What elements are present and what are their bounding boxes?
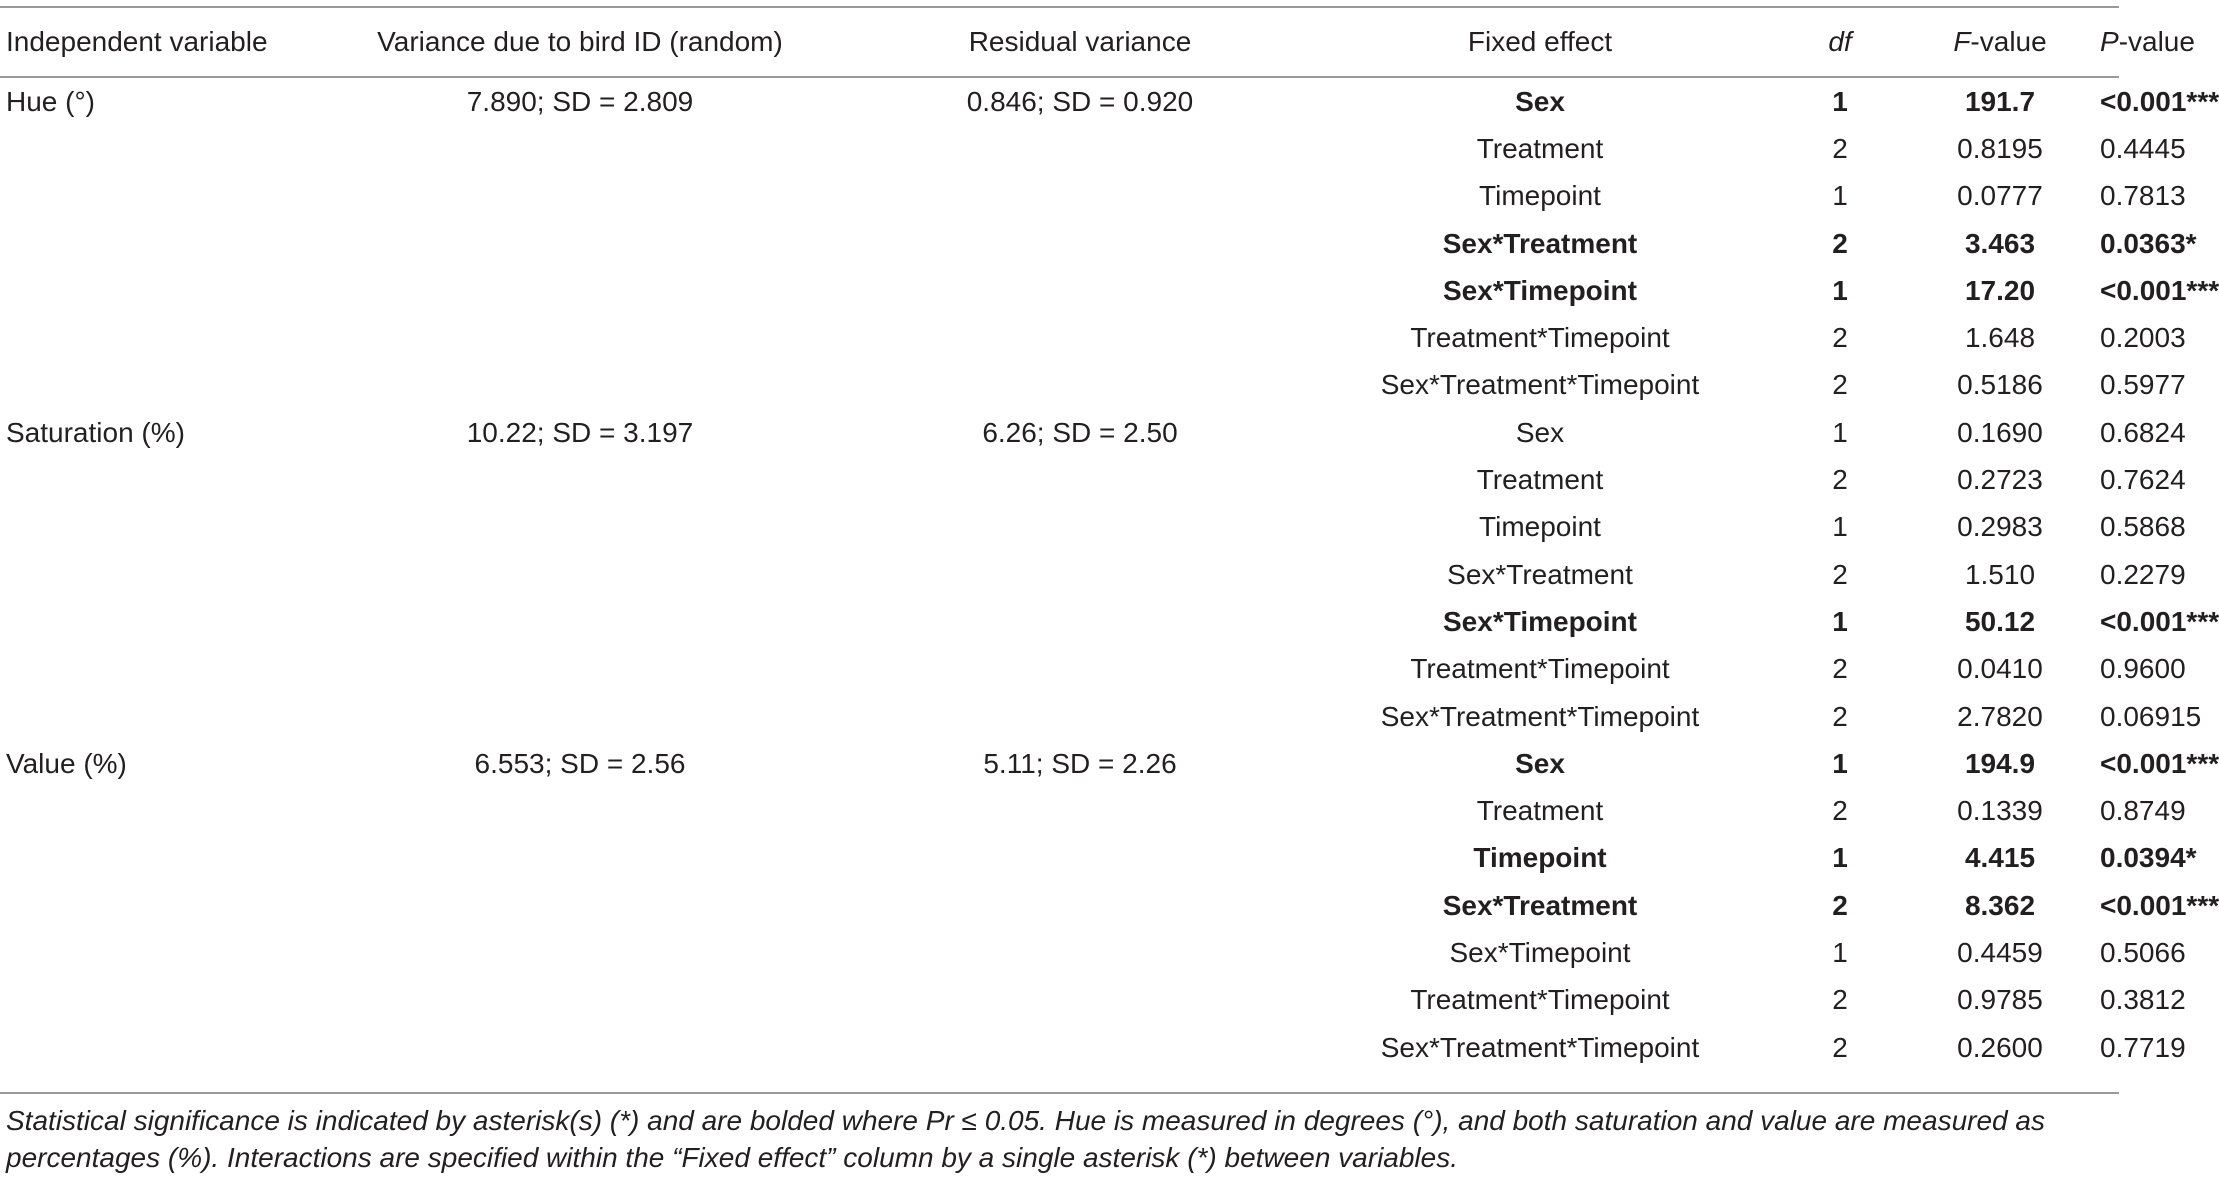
cell-fixed-effect: Treatment*Timepoint [1410,653,1670,685]
header-random-variance: Variance due to bird ID (random) [377,26,783,57]
cell-fixed-effect: Treatment [1476,464,1604,496]
cell-random-variance [300,835,860,882]
cell-fixed-effect: Sex*Treatment*Timepoint [1380,369,1700,401]
header-f-value [1900,10,2100,74]
table-body [0,74,2219,1071]
table-row [0,835,2119,882]
header-p-value [2100,10,2195,74]
header-df: df [1828,26,1852,57]
cell-p-value: 0.5977 [2100,369,2186,401]
cell-independent-variable [0,929,300,976]
cell-f-value: 0.5186 [1957,369,2043,401]
cell-independent-variable: Hue (°) [6,85,95,117]
cell-random-variance [300,929,860,976]
cell-df: 1 [1832,416,1848,448]
cell-fixed-effect: Treatment [1476,795,1604,827]
cell-random-variance [300,551,860,598]
footnote-line-1: Statistical significance is indicated by asterisk(s) (*) and are bolded where Pr ≤ 0.05. Hue is measured in degrees (°), and both saturation and value are measured as [6,1105,2045,1136]
cell-df: 1 [1832,936,1848,968]
cell-residual-variance [860,1024,1300,1071]
cell-p-value: 0.0363* [2100,227,2197,259]
cell-p-value: 0.7719 [2100,1031,2186,1063]
cell-independent-variable [0,456,300,503]
cell-p-value: 0.9600 [2100,653,2186,685]
table-row [0,125,2119,172]
table-row [0,598,2119,645]
cell-p-value: <0.001*** [2100,85,2219,117]
cell-random-variance [300,362,860,409]
cell-random-variance: 10.22; SD = 3.197 [466,416,694,448]
cell-independent-variable [0,220,300,267]
cell-random-variance [300,267,860,314]
cell-random-variance [300,977,860,1024]
table-footnote [6,1102,2110,1176]
cell-random-variance [300,1024,860,1071]
cell-f-value: 2.7820 [1957,700,2043,732]
cell-random-variance [300,646,860,693]
table-row [0,409,2119,456]
cell-fixed-effect: Sex [1515,416,1565,448]
cell-f-value: 0.2723 [1957,464,2043,496]
table-header [0,10,2195,74]
results-table [0,10,2219,1071]
cell-f-value: 0.2983 [1957,511,2043,543]
cell-random-variance: 6.553; SD = 2.56 [474,747,686,779]
cell-p-value: 0.7813 [2100,180,2186,212]
cell-fixed-effect: Sex [1515,85,1565,117]
header-f-value-italic: F [1953,26,1971,57]
cell-fixed-effect: Sex*Timepoint [1449,936,1631,968]
cell-fixed-effect: Treatment*Timepoint [1410,984,1670,1016]
cell-fixed-effect: Timepoint [1473,842,1607,874]
cell-fixed-effect: Sex*Treatment [1442,889,1638,921]
cell-independent-variable [0,598,300,645]
cell-f-value: 1.648 [1964,322,2036,354]
header-p-value-italic: P [2100,26,2119,57]
cell-f-value: 191.7 [1964,85,2036,117]
cell-p-value: 0.8749 [2100,795,2186,827]
cell-random-variance [300,787,860,834]
cell-df: 1 [1832,180,1848,212]
cell-random-variance [300,456,860,503]
table-row [0,977,2119,1024]
cell-residual-variance [860,646,1300,693]
cell-residual-variance [860,882,1300,929]
cell-fixed-effect: Treatment [1476,132,1604,164]
cell-independent-variable: Saturation (%) [6,416,185,448]
cell-f-value: 17.20 [1964,274,2036,306]
cell-fixed-effect: Sex [1515,747,1565,779]
header-independent-variable: Independent variable [6,26,268,57]
cell-residual-variance [860,125,1300,172]
cell-df: 1 [1832,85,1848,117]
cell-f-value: 1.510 [1964,558,2036,590]
cell-residual-variance [860,787,1300,834]
cell-f-value: 0.9785 [1957,984,2043,1016]
cell-random-variance [300,220,860,267]
footnote-line-2: percentages (%). Interactions are specified within the “Fixed effect” column by a single asterisk (*) between variables. [6,1142,1459,1173]
cell-independent-variable [0,693,300,740]
table-row [0,646,2119,693]
cell-residual-variance [860,504,1300,551]
cell-f-value: 3.463 [1964,227,2036,259]
table-row [0,173,2119,220]
cell-p-value: 0.0394* [2100,842,2197,874]
cell-df: 2 [1832,558,1848,590]
cell-f-value: 0.8195 [1957,132,2043,164]
cell-random-variance [300,125,860,172]
cell-df: 2 [1832,1031,1848,1063]
cell-residual-variance [860,173,1300,220]
cell-residual-variance [860,977,1300,1024]
cell-independent-variable [0,787,300,834]
cell-independent-variable: Value (%) [6,747,127,779]
cell-residual-variance [860,929,1300,976]
cell-independent-variable [0,977,300,1024]
cell-fixed-effect: Sex*Treatment*Timepoint [1380,1031,1700,1063]
cell-residual-variance [860,456,1300,503]
cell-df: 2 [1832,227,1848,259]
cell-residual-variance: 5.11; SD = 2.26 [983,747,1177,779]
table-row [0,787,2119,834]
cell-residual-variance: 6.26; SD = 2.50 [982,416,1178,448]
cell-residual-variance [860,314,1300,361]
table-row [0,456,2119,503]
cell-df: 1 [1832,747,1848,779]
cell-independent-variable [0,646,300,693]
cell-independent-variable [0,267,300,314]
cell-p-value: 0.3812 [2100,984,2186,1016]
cell-random-variance: 7.890; SD = 2.809 [466,85,694,117]
cell-random-variance [300,173,860,220]
cell-f-value: 0.1690 [1957,416,2043,448]
header-fixed-effect: Fixed effect [1467,26,1613,57]
cell-p-value: 0.5868 [2100,511,2186,543]
cell-p-value: 0.6824 [2100,416,2186,448]
cell-df: 1 [1832,511,1848,543]
cell-residual-variance [860,598,1300,645]
table-row [0,362,2119,409]
cell-df: 2 [1832,369,1848,401]
cell-f-value: 194.9 [1964,747,2036,779]
cell-fixed-effect: Sex*Timepoint [1443,274,1637,306]
cell-f-value: 50.12 [1964,605,2036,637]
cell-df: 2 [1832,653,1848,685]
cell-independent-variable [0,1024,300,1071]
cell-fixed-effect: Sex*Treatment [1447,558,1633,590]
cell-residual-variance [860,267,1300,314]
cell-residual-variance [860,551,1300,598]
cell-residual-variance: 0.846; SD = 0.920 [966,85,1194,117]
cell-fixed-effect: Timepoint [1479,180,1601,212]
cell-p-value: 0.2279 [2100,558,2186,590]
cell-random-variance [300,693,860,740]
table-row [0,1024,2119,1071]
cell-df: 1 [1832,605,1848,637]
table-row [0,220,2119,267]
cell-random-variance [300,314,860,361]
cell-df: 2 [1832,464,1848,496]
cell-f-value: 0.0410 [1957,653,2043,685]
cell-residual-variance [860,220,1300,267]
cell-p-value: <0.001*** [2100,889,2219,921]
cell-p-value: 0.2003 [2100,322,2186,354]
cell-random-variance [300,504,860,551]
cell-df: 2 [1832,700,1848,732]
table-bottom-rule [0,1092,2119,1094]
table-row [0,74,2119,125]
cell-fixed-effect: Treatment*Timepoint [1410,322,1670,354]
header-residual-variance: Residual variance [968,26,1192,57]
cell-p-value: <0.001*** [2100,274,2219,306]
cell-f-value: 0.4459 [1957,936,2043,968]
cell-independent-variable [0,173,300,220]
cell-df: 2 [1832,889,1848,921]
cell-p-value: 0.5066 [2100,936,2186,968]
cell-residual-variance [860,362,1300,409]
cell-independent-variable [0,835,300,882]
table-row [0,267,2119,314]
table-row [0,314,2119,361]
cell-p-value: 0.06915 [2100,700,2202,732]
cell-p-value: <0.001*** [2100,747,2219,779]
cell-f-value: 0.2600 [1957,1031,2043,1063]
cell-df: 2 [1832,132,1848,164]
table-row [0,929,2119,976]
table-row [0,693,2119,740]
cell-f-value: 0.0777 [1957,180,2043,212]
cell-independent-variable [0,362,300,409]
cell-independent-variable [0,882,300,929]
cell-residual-variance [860,693,1300,740]
cell-f-value: 4.415 [1964,842,2036,874]
cell-independent-variable [0,551,300,598]
cell-fixed-effect: Sex*Treatment*Timepoint [1380,700,1700,732]
cell-random-variance [300,882,860,929]
cell-p-value: 0.4445 [2100,132,2186,164]
cell-independent-variable [0,504,300,551]
header-f-value-suffix: -value [1970,26,2047,57]
header-p-value-suffix: -value [2118,26,2195,57]
table-row [0,551,2119,598]
cell-independent-variable [0,314,300,361]
header-row [0,10,2119,74]
cell-fixed-effect: Timepoint [1479,511,1601,543]
cell-df: 2 [1832,795,1848,827]
cell-df: 1 [1832,842,1848,874]
cell-p-value: <0.001*** [2100,605,2219,637]
cell-p-value: 0.7624 [2100,464,2186,496]
cell-fixed-effect: Sex*Timepoint [1443,605,1637,637]
cell-f-value: 8.362 [1964,889,2036,921]
cell-independent-variable [0,125,300,172]
cell-residual-variance [860,835,1300,882]
cell-df: 2 [1832,984,1848,1016]
table-row [0,740,2119,787]
table-row [0,882,2119,929]
cell-df: 1 [1832,274,1848,306]
cell-random-variance [300,598,860,645]
cell-f-value: 0.1339 [1957,795,2043,827]
cell-df: 2 [1832,322,1848,354]
table-row [0,504,2119,551]
table-top-rule [0,6,2119,8]
cell-fixed-effect: Sex*Treatment [1442,227,1638,259]
